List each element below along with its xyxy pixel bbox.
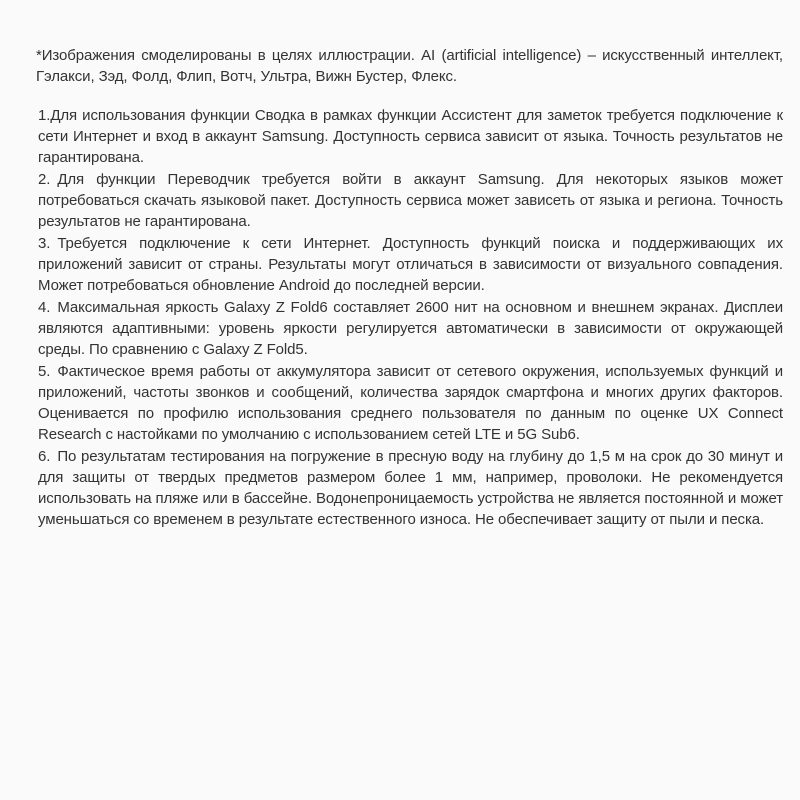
disclaimer-document — [36, 45, 783, 531]
footnote-number: 4. — [38, 299, 51, 316]
footnote-number: 5. — [38, 363, 51, 380]
footnote-number: 2. — [38, 171, 51, 188]
footnote-item-1 — [38, 105, 783, 168]
footnote-text: Фактическое время работы от аккумулятора зависит от сетевого окружения, используемых функций и приложений, частоты звонков и сообщений, количества зарядок смартфона и многих других факторов. Оценивается по профилю использования среднего пользователя по данным по оценке UX Connect Research с настойками по умолчанию с использованием сетей LTE и 5G Sub6. — [38, 363, 783, 443]
footnote-item-6 — [38, 446, 783, 530]
footnote-item-4 — [38, 297, 783, 360]
footnote-item-5 — [38, 361, 783, 445]
footnote-text: Для функции Переводчик требуется войти в аккаунт Samsung. Для некоторых языков может потребоваться скачать языковой пакет. Доступность сервиса может зависеть от языка и региона. Точность результатов не гарантирована. — [38, 171, 783, 230]
footnote-list — [36, 105, 783, 530]
disclaimer-intro: *Изображения смоделированы в целях иллюстрации. AI (artificial intelligence) – искусственный интеллект, Гэлакси, Зэд, Фолд, Флип, Вотч, Ультра, Вижн Бустер, Флекс. — [36, 47, 783, 85]
footnote-text: Максимальная яркость Galaxy Z Fold6 составляет 2600 нит на основном и внешнем экранах. Дисплеи являются адаптивными: уровень яркости регулируется автоматически в зависимости от окружающей среды. По сравнению с Galaxy Z Fold5. — [38, 299, 783, 358]
footnote-number: 1. — [38, 107, 51, 124]
footnote-item-3 — [38, 233, 783, 296]
footnote-text: По результатам тестирования на погружение в пресную воду на глубину до 1,5 м на срок до 30 минут и для защиты от твердых предметов размером более 1 мм, например, проволоки. Не рекомендуется использовать на пляже или в бассейне. Водонепроницаемость устройства не является постоянной и может уменьшаться со временем в результате естественного износа. Не обеспечивает защиту от пыли и песка. — [38, 448, 783, 528]
footnote-text: Для использования функции Сводка в рамках функции Ассистент для заметок требуется подключение к сети Интернет и вход в аккаунт Samsung. Доступность сервиса зависит от языка. Точность результатов не гарантирована. — [38, 107, 783, 166]
footnote-number: 3. — [38, 235, 51, 252]
footnote-text: Требуется подключение к сети Интернет. Доступность функций поиска и поддерживающих их приложений зависит от страны. Результаты могут отличаться в зависимости от визуального совпадения. Может потребоваться обновление Android до последней версии. — [38, 235, 783, 294]
footnote-number: 6. — [38, 448, 51, 465]
footnote-item-2 — [38, 169, 783, 232]
